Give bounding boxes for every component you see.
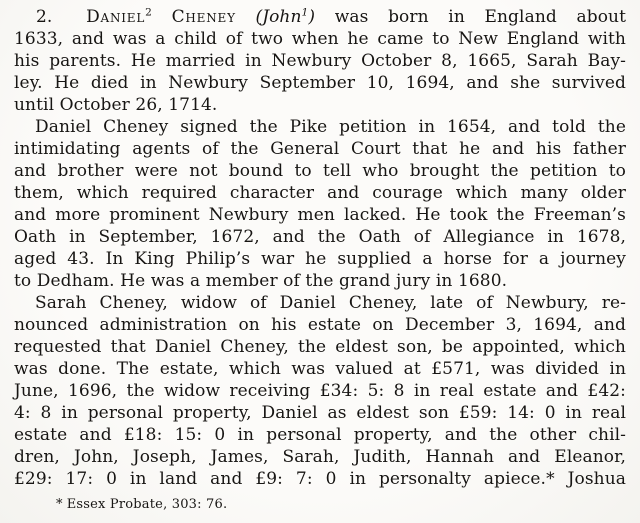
text-line-paragraph-end: to Dedham. He was a member of the grand jury in 1680. bbox=[14, 271, 508, 291]
footnote-asterisk: * bbox=[56, 497, 63, 512]
text-line: 4: 8 in personal property, Daniel as eldest son £59: 14: 0 in real bbox=[14, 403, 626, 423]
text-line-paragraph-end: until October 26, 1714. bbox=[14, 95, 218, 115]
generation-superscript: 2 bbox=[145, 6, 152, 19]
text-line: aged 43. In King Philip’s war he supplied a horse for a journey bbox=[14, 249, 626, 269]
heading-line-rest: was born in England about bbox=[334, 7, 627, 27]
text-line: dren, John, Joseph, James, Sarah, Judith, Hannah and Eleanor, bbox=[14, 447, 626, 467]
text-line: was done. The estate, which was valued at £571, was divided in bbox=[14, 359, 626, 379]
text-line: them, which required character and courage which many older bbox=[14, 183, 626, 203]
text-line: and brother were not bound to tell who brought the petition to bbox=[14, 161, 626, 181]
text-line: Oath in September, 1672, and the Oath of Allegiance in 1678, bbox=[14, 227, 626, 247]
footnote-text: Essex Probate, 303: 76. bbox=[66, 497, 228, 512]
parent-name: John bbox=[262, 7, 302, 27]
text-line: his parents. He married in Newbury October 8, 1665, Sarah Bay- bbox=[14, 51, 626, 71]
text-line-paragraph-start: Daniel Cheney signed the Pike petition in 1654, and told the bbox=[35, 117, 626, 137]
parent-generation-superscript: 1 bbox=[301, 6, 309, 19]
text-line: £29: 17: 0 in land and £9: 7: 0 in personalty apiece.* Joshua bbox=[14, 469, 626, 489]
entry-number: 2. bbox=[36, 7, 53, 27]
text-line: 1633, and was a child of two when he came to New England with bbox=[14, 29, 626, 49]
text-line: estate and £18: 15: 0 in personal property, and the other chil- bbox=[14, 425, 626, 445]
footnote bbox=[14, 496, 626, 513]
entry-given-name: Daniel bbox=[86, 7, 146, 27]
text-line: ley. He died in Newbury September 10, 1694, and she survived bbox=[14, 73, 626, 93]
text-line: nounced administration on his estate on December 3, 1694, and bbox=[14, 315, 626, 335]
text-line: intimidating agents of the General Court that he and his father bbox=[14, 139, 626, 159]
text-line-paragraph-start: Sarah Cheney, widow of Daniel Cheney, late of Newbury, re- bbox=[35, 293, 626, 313]
heading-line bbox=[14, 6, 626, 28]
text-line: June, 1696, the widow receiving £34: 5: 8 in real estate and £42: bbox=[14, 381, 626, 401]
text-line: requested that Daniel Cheney, the eldest son, be appointed, which bbox=[14, 337, 626, 357]
text-line: and more prominent Newbury men lacked. He took the Freeman’s bbox=[14, 205, 626, 225]
entry-surname: Cheney bbox=[171, 7, 236, 27]
parentage: (John$^1$) bbox=[255, 6, 316, 27]
